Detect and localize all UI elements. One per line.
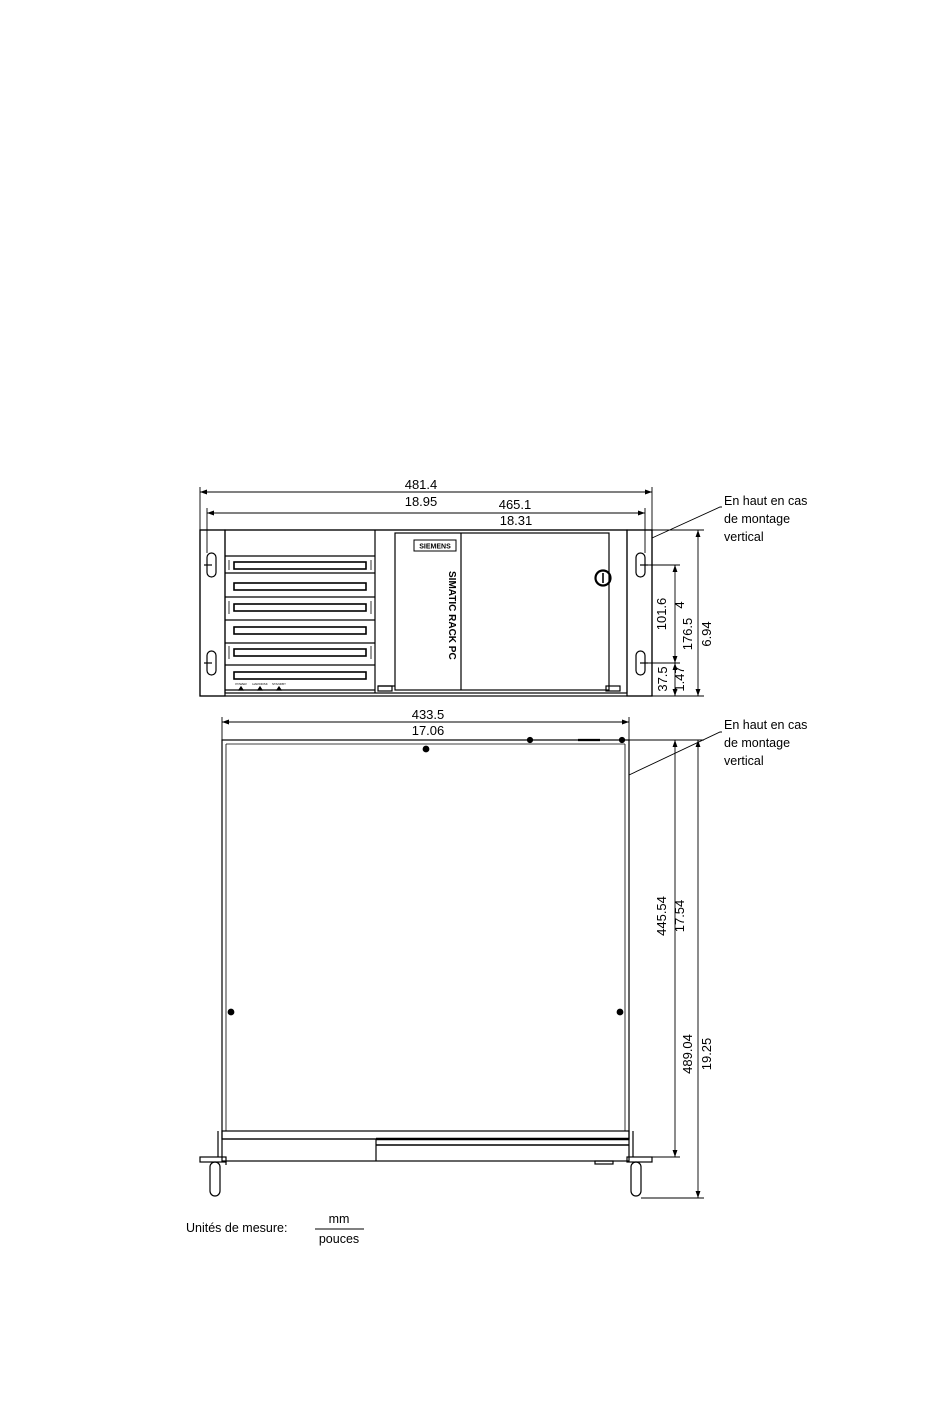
front-note-line-1: En haut en cas: [724, 494, 808, 508]
top-cover-outline: [222, 740, 629, 1139]
units-label: Unités de mesure:: [186, 1221, 288, 1235]
top-rack-ear-right: [627, 1157, 652, 1162]
screw-icon: [617, 1009, 623, 1015]
front-note-line-2: de montage: [724, 512, 791, 526]
led-indicator-icon: [258, 687, 262, 690]
dim-lower-height-in: 1.47: [672, 666, 687, 692]
front-note-line-3: vertical: [724, 530, 764, 544]
drive-slot: [234, 604, 366, 611]
screw-icon: [620, 738, 625, 743]
product-label: SIMATIC RACK PC: [446, 571, 457, 660]
top-dimensions: [222, 717, 722, 1198]
led-label-harddisk: HARDDISK: [252, 682, 268, 686]
handle-left: [210, 1162, 220, 1196]
dim-lower-height-mm: 37.5: [655, 666, 670, 692]
drive-slot: [234, 583, 366, 590]
dim-top-width-mm: 433.5: [411, 707, 445, 722]
dim-depth-total-in: 19.25: [699, 1037, 714, 1071]
rack-ear-right: [627, 530, 652, 696]
drive-slot: [234, 649, 366, 656]
dim-depth-in: 17.54: [672, 899, 687, 933]
top-view: [200, 738, 652, 1197]
front-view: [200, 530, 652, 696]
dim-depth-mm: 445.54: [654, 896, 669, 936]
top-front-bezel: [222, 1131, 629, 1161]
front-panel-outline: [200, 530, 652, 696]
rack-ear-left: [200, 530, 225, 696]
top-note-line-2: de montage: [724, 736, 791, 750]
front-door: [395, 533, 609, 690]
dim-overall-width-in: 18.95: [404, 494, 438, 509]
screw-icon: [228, 1009, 234, 1015]
units-denominator: pouces: [318, 1232, 360, 1246]
dim-total-height-in: 6.94: [699, 621, 714, 647]
dim-upper-height-mm: 101.6: [654, 597, 669, 631]
dim-inner-width-mm: 465.1: [498, 497, 532, 512]
led-indicator-icon: [239, 687, 243, 690]
top-note-line-1: En haut en cas: [724, 718, 808, 732]
led-indicator-icon: [277, 687, 281, 690]
dim-upper-height-in: 4: [672, 601, 687, 609]
handle-right: [631, 1162, 641, 1196]
dim-depth-total-mm: 489.04: [680, 1034, 695, 1074]
screw-icon: [423, 746, 429, 752]
dim-overall-width-mm: 481.4: [404, 477, 438, 492]
siemens-logo-text: SIEMENS: [419, 543, 451, 551]
top-note-line-3: vertical: [724, 754, 764, 768]
dim-total-height-mm: 176.5: [680, 617, 695, 651]
led-label-power: POWER: [235, 682, 247, 686]
drive-slot: [234, 562, 366, 569]
drive-slot: [234, 672, 366, 679]
dim-inner-width-in: 18.31: [499, 513, 533, 528]
screw-icon: [528, 738, 533, 743]
units-numerator: mm: [328, 1212, 350, 1226]
led-label-standby: STANDBY: [272, 682, 286, 686]
dim-top-width-in: 17.06: [411, 723, 445, 738]
drive-slot: [234, 627, 366, 634]
